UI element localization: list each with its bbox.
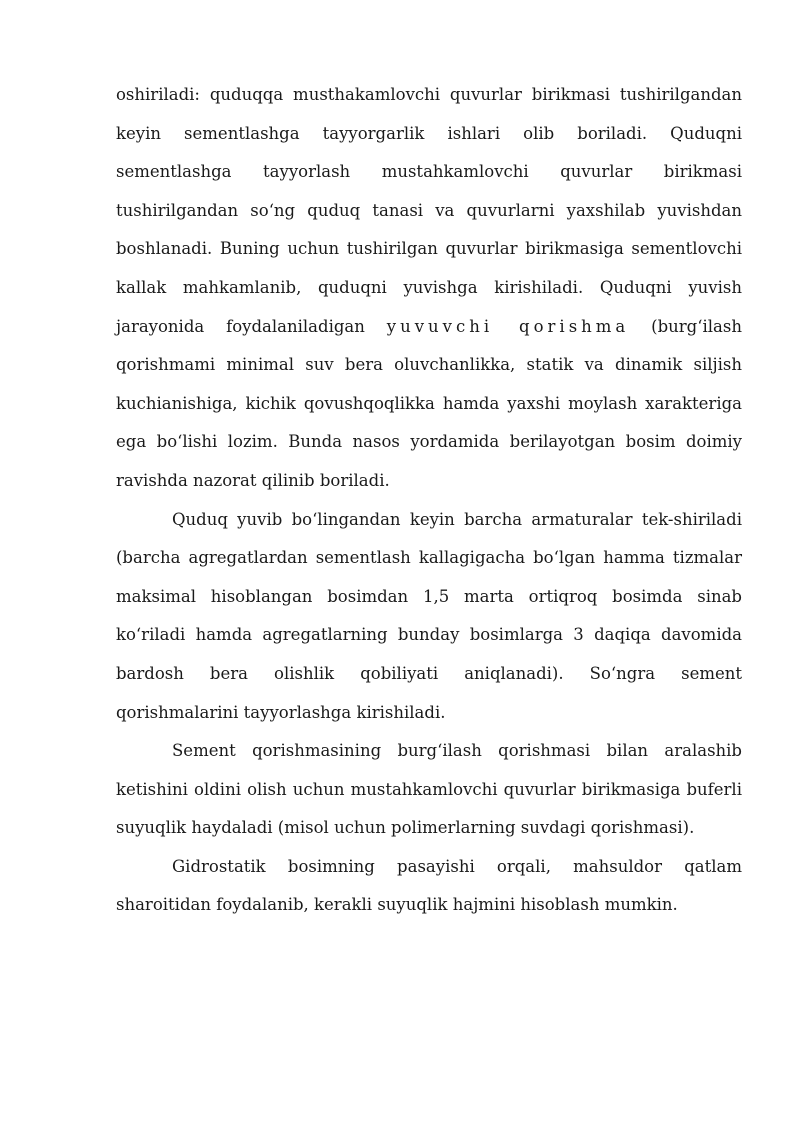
paragraph-1-text-end: (burg‘ilash qorishmami minimal suv bera oluvchanlikka, statik va dinamik siljish kuchianishiga, kichik qovushqoqlikka hamda yaxshi moylash xarakteriga ega bo‘lishi lozim. Bunda nasos yordamida berilayotgan bosim doimiy ravishda nazorat qilinib boriladi.: [116, 316, 742, 490]
paragraph-3: Sement qorishmasining burg‘ilash qorishmasi bilan aralashib ketishini oldini olish uchun mustahkamlovchi quvurlar birikmasiga buferli suyuqlik haydaladi (misol uchun polimerlarning suvdagi qorishmasi).: [116, 741, 742, 838]
paragraph-1: [116, 76, 742, 501]
paragraph-2: Quduq yuvib bo‘lingandan keyin barcha armaturalar tek-shiriladi (barcha agregatlardan sementlash kallagigacha bo‘lgan hamma tizmalar maksimal hisoblangan bosimdan 1,5 marta ortiqroq bosimda sinab ko‘riladi hamda agregatlarning bunday bosimlarga 3 daqiqa davomida bardosh bera olishlik qobiliyati aniqlanadi). So‘ngra sement qorishmalarini tayyorlashga kirishiladi.: [116, 509, 742, 722]
paragraph-4: Gidrostatik bosimning pasayishi orqali, mahsuldor qatlam sharoitidan foydalanib, kerakli suyuqlik hajmini hisoblash mumkin.: [116, 856, 742, 915]
emphasized-term: yuvuvchi qorishma: [386, 316, 630, 336]
document-page: [116, 76, 742, 925]
paragraph-1-text-start: oshiriladi: quduqqa musthakamlovchi quvurlar birikmasi tushirilgandan keyin sementlashga tayyorgarlik ishlari olib boriladi. Quduqni sementlashga tayyorlash mustahkamlovchi quvurlar birikmasi tushirilgandan so‘ng quduq tanasi va quvurlarni yaxshilab yuvishdan boshlanadi. Buning uchun tushirilgan quvurlar birikmasiga sementlovchi kallak mahkamlanib, quduqni yuvishga kirishiladi. Quduqni yuvish jarayonida foydalaniladigan: [116, 85, 742, 336]
